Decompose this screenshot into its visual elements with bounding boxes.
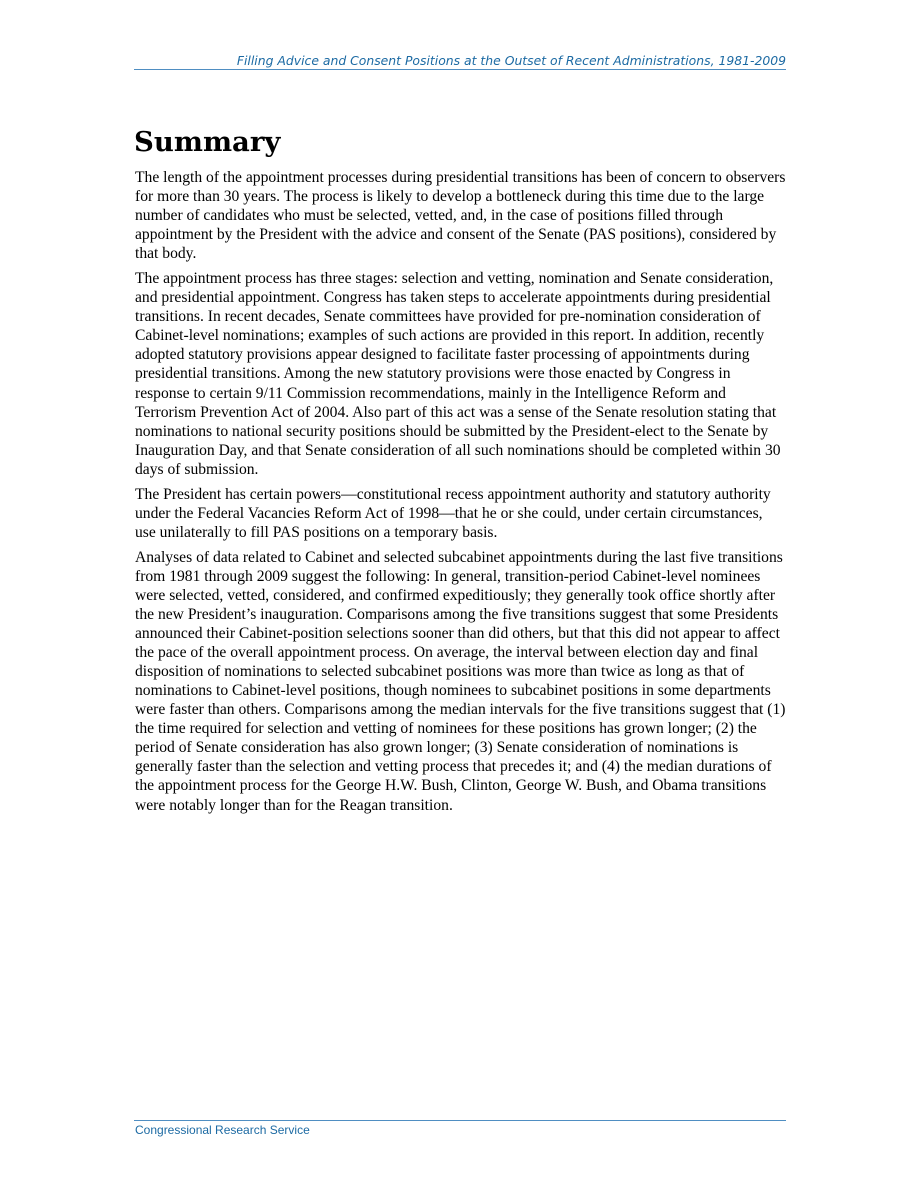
summary-paragraph: Analyses of data related to Cabinet and selected subcabinet appointments during the last five transitions from 1981 through 2009 suggest the following: In general, transition-period Cabinet-level nominees were selected, vetted, considered, and confirmed expeditiously; they generally took office shortly after the new President’s inauguration. Comparisons among the five transitions suggest that some Presidents announced their Cabinet-position selections sooner than did others, but that this did not appear to affect the pace of the overall appointment process. On average, the interval between election day and final disposition of nominations to selected subcabinet positions was more than twice as long as that of nominations to Cabinet-level positions, though nominees to subcabinet positions in some departments were faster than others. Comparisons among the median intervals for the five transitions suggest that (1) the time required for selection and vetting of nominees for these positions has grown longer; (2) the period of Senate consideration has also grown longer; (3) Senate consideration of nominations is generally faster than the selection and vetting process that precedes it; and (4) the median durations of the appointment process for the George H.W. Bush, Clinton, George W. Bush, and Obama transitions were notably longer than for the Reagan transition. — [135, 548, 786, 814]
header-divider — [134, 69, 786, 70]
footer-divider — [134, 1120, 786, 1121]
summary-paragraph: The President has certain powers—constitutional recess appointment authority and statutory authority under the Federal Vacancies Reform Act of 1998—that he or she could, under certain circumstances, use unilaterally to fill PAS positions on a temporary basis. — [135, 485, 771, 541]
footer-organization: Congressional Research Service — [135, 1123, 310, 1137]
summary-paragraph: The length of the appointment processes during presidential transitions has been of concern to observers for more than 30 years. The process is likely to develop a bottleneck during this time due to the large number of candidates who must be selected, vetted, and, in the case of positions filled through appointment by the President with the advice and consent of the Senate (PAS positions), considered by that body. — [135, 169, 786, 263]
section-title: Summary — [134, 126, 281, 158]
running-header: Filling Advice and Consent Positions at the Outset of Recent Administrations, 1981-2009 — [236, 53, 786, 68]
summary-body — [135, 168, 787, 821]
summary-paragraph: The appointment process has three stages: selection and vetting, nomination and Senate consideration, and presidential appointment. Congress has taken steps to accelerate appointments during presidential transitions. In recent decades, Senate committees have provided for pre-nomination consideration of Cabinet-level nominations; examples of such actions are provided in this report. In addition, recently adopted statutory provisions appear designed to facilitate faster processing of appointments during presidential transitions. Among the new statutory provisions were those enacted by Congress in response to certain 9/11 Commission recommendations, mainly in the Intelligence Reform and Terrorism Prevention Act of 2004. Also part of this act was a sense of the Senate resolution stating that nominations to national security positions should be submitted by the President-elect to the Senate by Inauguration Day, and that Senate consideration of all such nominations should be completed within 30 days of submission. — [135, 270, 781, 478]
